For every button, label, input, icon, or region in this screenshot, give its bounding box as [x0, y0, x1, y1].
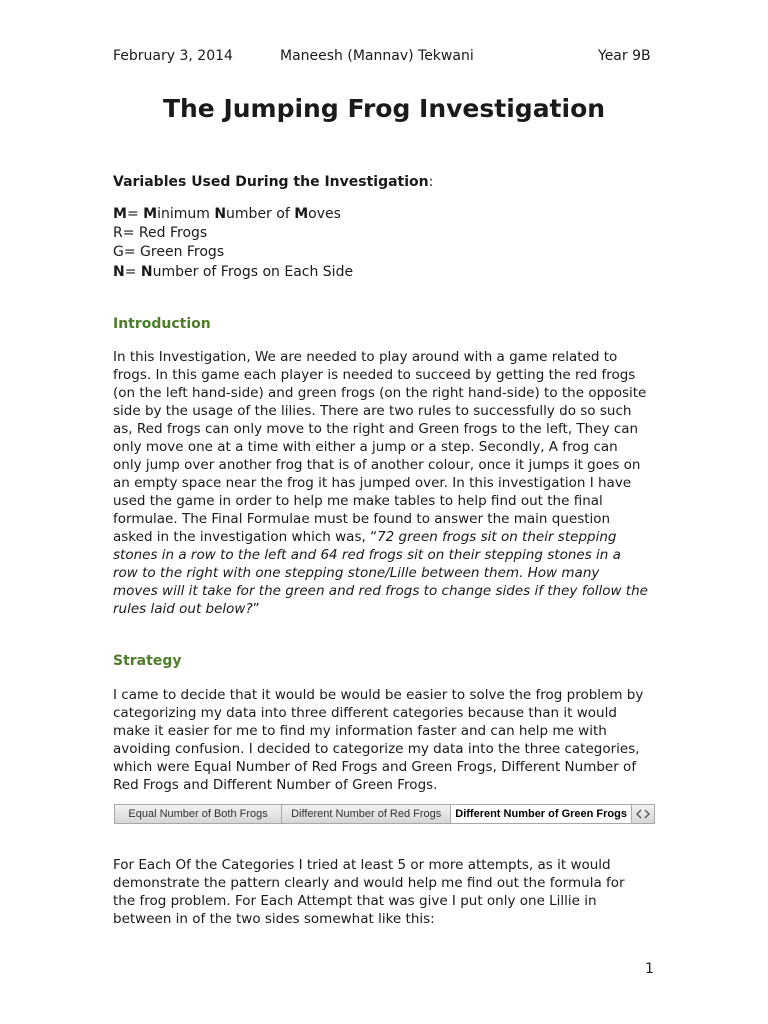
introduction-quote-close: ”	[252, 601, 260, 617]
tab-scroll-arrows[interactable]	[632, 805, 654, 823]
attempts-paragraph: For Each Of the Categories I tried at least 5 or more attempts, as it would demonstrate the pattern clearly and would help me find out the formula for the frog problem. For Each Attempt that was give I put only one Lillie in between in of the two sides somewhat like this:	[113, 857, 625, 927]
introduction-quote: 72 green frogs sit on their stepping stones in a row to the left and 64 red frogs sit on their stepping stones in a row to the right with one stepping stone/Lille between them. How many moves will it take for the green and red frogs to change sides if they follow the rules laid out below?	[113, 529, 648, 617]
variables-heading-text: Variables Used During the Investigation	[113, 174, 429, 190]
variable-item-m	[113, 205, 353, 224]
variables-heading	[113, 172, 433, 192]
variable-initial: N	[140, 263, 153, 280]
variable-initial: M	[143, 206, 158, 222]
variable-initial: N	[214, 206, 227, 222]
variable-item-r	[113, 224, 353, 243]
category-tab-strip	[114, 804, 655, 824]
introduction-paragraph	[113, 348, 648, 618]
tab-different-number-of-green-frogs[interactable]: Different Number of Green Frogs	[451, 805, 632, 823]
strategy-heading: Strategy	[113, 653, 182, 669]
variables-heading-colon: :	[428, 174, 434, 190]
variable-text: oves	[308, 206, 341, 222]
variables-list	[113, 205, 353, 282]
variable-key: R	[113, 225, 123, 242]
variable-text: = Red Frogs	[122, 225, 208, 242]
introduction-text: In this Investigation, We are needed to play around with a game related to frogs. In this game each player is needed to succeed by getting the red frogs (on the left hand-side) and green frogs (on the right hand-side) to the opposite side by the usage of the lilies. There are two rules to successfully do so such as, Red frogs can only move to the right and Green frogs to the left, They can only move one at a time with either a jump or a step. Secondly, A frog can only jump over another frog that is of another colour, once it jumps it goes on an empty space near the frog it has jumped over. In this investigation I have used the game in order to help me make tables to help find out the final formulae. The Final Formulae must be found to answer the main question asked in the investigation which was, “	[113, 349, 647, 545]
variable-eq: =	[124, 263, 141, 280]
header-date: February 3, 2014	[113, 48, 233, 64]
variable-key: N	[113, 263, 125, 280]
tab-equal-number-of-both-frogs[interactable]: Equal Number of Both Frogs	[115, 805, 282, 823]
variable-initial: M	[294, 206, 309, 222]
variable-item-n	[113, 263, 353, 282]
tab-different-number-of-red-frogs[interactable]: Different Number of Red Frogs	[282, 805, 451, 823]
page-number: 1	[645, 961, 654, 977]
header-author: Maneesh (Mannav) Tekwani	[280, 48, 474, 64]
variable-eq: =	[126, 206, 144, 222]
variable-key: G	[113, 244, 124, 261]
variable-text: inimum	[157, 206, 215, 222]
introduction-heading: Introduction	[113, 316, 211, 332]
variable-key: M	[113, 206, 127, 222]
variable-text: umber of Frogs on Each Side	[152, 263, 354, 280]
variable-item-g	[113, 243, 353, 262]
strategy-paragraph: I came to decide that it would be would be easier to solve the frog problem by categorizing my data into three different categories because than it would make it easier for me to find my information faster and can help me with avoiding confusion. I decided to categorize my data into the three categories, which were Equal Number of Red Frogs and Green Frogs, Different Number of Red Frogs and Different Number of Green Frogs.	[113, 687, 644, 793]
variable-text: = Green Frogs	[123, 244, 225, 261]
header-year: Year 9B	[598, 48, 651, 64]
variable-text: umber of	[226, 206, 295, 222]
page-title: The Jumping Frog Investigation	[162, 94, 606, 123]
chevron-left-right-icon	[636, 809, 650, 819]
